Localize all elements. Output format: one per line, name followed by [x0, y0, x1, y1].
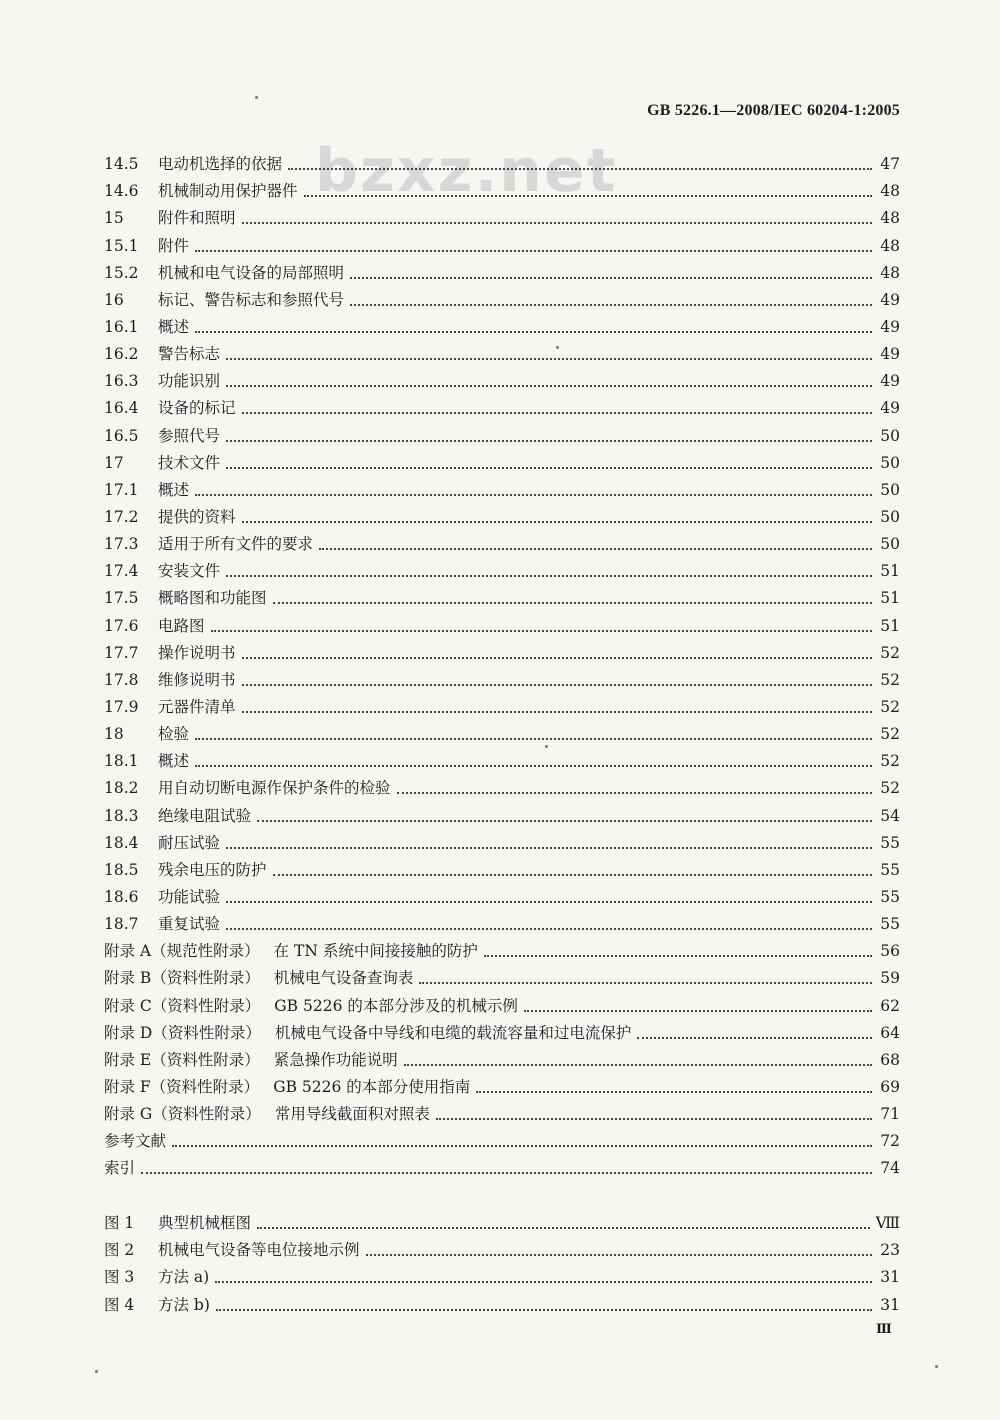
entry-number: 17.6 [104, 616, 139, 635]
dot-leader [226, 440, 872, 442]
entry-page-number: 71 [880, 1105, 900, 1124]
entry-title: 耐压试验 [158, 833, 221, 852]
dot-leader [216, 1309, 872, 1311]
dot-leader [257, 1227, 870, 1229]
dot-leader [226, 358, 872, 360]
entry-number: 17.5 [104, 589, 139, 608]
dot-leader [476, 1091, 872, 1093]
toc-entry[interactable] [104, 1097, 900, 1124]
dot-leader [195, 331, 872, 333]
entry-page-number: 48 [880, 182, 900, 201]
entry-number: 图 1 [104, 1214, 135, 1233]
entry-number: 16.2 [104, 345, 139, 364]
entry-number: 17.3 [104, 535, 139, 554]
dot-leader [141, 1172, 872, 1174]
toc-entry[interactable] [104, 527, 900, 554]
entry-title: 常用导线截面积对照表 [274, 1105, 430, 1124]
entry-number: 18.6 [104, 887, 139, 906]
toc-entry[interactable] [104, 663, 900, 690]
dot-leader [404, 1064, 872, 1066]
toc-entry[interactable] [104, 201, 900, 228]
entry-title: 用自动切断电源作保护条件的检验 [158, 779, 391, 798]
entry-page-number: 59 [880, 969, 900, 988]
toc-entry[interactable] [104, 934, 900, 961]
entry-title: 机械电气设备中导线和电缆的载流容量和过电流保护 [274, 1023, 632, 1042]
entry-page-number: 74 [880, 1159, 900, 1178]
entry-number: 附录 E（资料性附录） [104, 1050, 260, 1069]
dot-leader [226, 467, 872, 469]
entry-title: 在 TN 系统中间接接触的防护 [273, 942, 478, 961]
dot-leader [195, 250, 872, 252]
entry-number: 附录 C（资料性附录） [104, 996, 261, 1015]
entry-page-number: 48 [880, 263, 900, 282]
dot-leader [484, 955, 872, 957]
entry-number: 17.1 [104, 480, 139, 499]
toc-entry[interactable] [104, 1124, 900, 1151]
dot-leader [419, 982, 872, 984]
figure-entry[interactable] [104, 1233, 900, 1260]
list-of-figures [104, 1206, 900, 1315]
entry-number: 18.1 [104, 752, 139, 771]
entry-page-number: 48 [880, 209, 900, 228]
dot-leader [195, 738, 872, 740]
entry-number: 18 [104, 725, 124, 744]
toc-entry[interactable] [104, 1151, 900, 1178]
toc-entry[interactable] [104, 1043, 900, 1070]
entry-page-number: 55 [880, 887, 900, 906]
toc-entry[interactable] [104, 337, 900, 364]
entry-page-number: 69 [880, 1077, 900, 1096]
dot-leader [257, 820, 872, 822]
entry-page-number: 52 [880, 725, 900, 744]
entry-page-number: 49 [880, 290, 900, 309]
figure-entry[interactable] [104, 1260, 900, 1287]
entry-title: 检验 [158, 725, 190, 744]
entry-number: 图 2 [104, 1241, 135, 1260]
entry-title: 机械电气设备查询表 [273, 969, 414, 988]
entry-number: 16.4 [104, 399, 139, 418]
entry-page-number: 52 [880, 779, 900, 798]
entry-title: 参照代号 [158, 426, 221, 445]
entry-title: 方法 a) [158, 1268, 210, 1287]
entry-page-number: 55 [880, 915, 900, 934]
toc-entry[interactable] [104, 581, 900, 608]
entry-page-number: 50 [880, 507, 900, 526]
toc-entry[interactable] [104, 798, 900, 825]
entry-page-number: 51 [880, 589, 900, 608]
toc-entry[interactable] [104, 1070, 900, 1097]
entry-page-number: 31 [880, 1295, 900, 1314]
entry-page-number: 52 [880, 643, 900, 662]
entry-number: 17.2 [104, 507, 139, 526]
entry-number: 附录 D（资料性附录） [104, 1023, 261, 1042]
entry-page-number: 56 [880, 942, 900, 961]
entry-page-number: 49 [880, 399, 900, 418]
entry-title: 残余电压的防护 [158, 860, 267, 879]
toc-entry[interactable] [104, 147, 900, 174]
dot-leader [242, 684, 872, 686]
dot-leader [172, 1145, 872, 1147]
entry-title: 概述 [158, 752, 190, 771]
entry-number: 17.4 [104, 562, 139, 581]
toc-entry[interactable] [104, 826, 900, 853]
entry-number: 图 4 [104, 1295, 135, 1314]
scan-speck [935, 1365, 938, 1368]
entry-title: 机械和电气设备的局部照明 [158, 263, 345, 282]
entry-title: 附件 [158, 236, 190, 255]
entry-page-number: 31 [880, 1268, 900, 1287]
entry-number: 附录 A（规范性附录） [104, 942, 260, 961]
entry-title: 机械电气设备等电位接地示例 [158, 1241, 360, 1260]
entry-number: 18.4 [104, 833, 139, 852]
entry-page-number: 72 [880, 1132, 900, 1151]
toc-entry[interactable] [104, 880, 900, 907]
toc-entry[interactable] [104, 391, 900, 418]
entry-page-number: 52 [880, 670, 900, 689]
entry-page-number: 55 [880, 860, 900, 879]
entry-number: 17.8 [104, 670, 139, 689]
toc-entry[interactable] [104, 446, 900, 473]
entry-title: 典型机械框图 [158, 1214, 252, 1233]
toc-entry[interactable] [104, 283, 900, 310]
entry-number: 16.3 [104, 372, 139, 391]
toc-entry[interactable] [104, 364, 900, 391]
entry-number: 附录 F（资料性附录） [104, 1077, 260, 1096]
entry-page-number: 49 [880, 317, 900, 336]
entry-number: 附录 G（资料性附录） [104, 1105, 261, 1124]
entry-title: 技术文件 [158, 453, 221, 472]
scan-speck [556, 346, 559, 349]
entry-page-number: 51 [880, 562, 900, 581]
toc-entry[interactable] [104, 744, 900, 771]
toc-entry[interactable] [104, 473, 900, 500]
entry-page-number: 52 [880, 752, 900, 771]
figure-entry[interactable] [104, 1287, 900, 1314]
entry-number: 18.5 [104, 860, 139, 879]
scan-speck [95, 1370, 98, 1373]
entry-page-number: 23 [880, 1241, 900, 1260]
entry-page-number: Ⅷ [875, 1214, 900, 1233]
toc-entry[interactable] [104, 907, 900, 934]
scan-speck [545, 745, 548, 748]
entry-title: 重复试验 [158, 915, 221, 934]
entry-page-number: 68 [880, 1050, 900, 1069]
dot-leader [242, 412, 872, 414]
entry-page-number: 52 [880, 697, 900, 716]
standard-number-header: GB 5226.1—2008/IEC 60204-1:2005 [647, 102, 900, 119]
dot-leader [195, 494, 872, 496]
dot-leader [436, 1118, 872, 1120]
entry-title: 警告标志 [158, 345, 221, 364]
dot-leader [215, 1281, 872, 1283]
dot-leader [226, 928, 872, 930]
entry-title: 标记、警告标志和参照代号 [158, 290, 345, 309]
entry-number: 附录 B（资料性附录） [104, 969, 260, 988]
entry-title: 元器件清单 [158, 697, 236, 716]
dot-leader [273, 874, 872, 876]
dot-leader [637, 1037, 872, 1039]
entry-number: 图 3 [104, 1268, 135, 1287]
dot-leader [242, 222, 872, 224]
entry-title: 索引 [104, 1159, 136, 1178]
entry-page-number: 50 [880, 426, 900, 445]
entry-number: 16 [104, 290, 124, 309]
entry-number: 15.2 [104, 263, 139, 282]
entry-title: 概述 [158, 317, 190, 336]
entry-number: 17.7 [104, 643, 139, 662]
entry-number: 16.5 [104, 426, 139, 445]
entry-page-number: 50 [880, 453, 900, 472]
entry-title: 功能识别 [158, 372, 221, 391]
entry-number: 17.9 [104, 697, 139, 716]
dot-leader [524, 1010, 872, 1012]
toc-entry[interactable] [104, 608, 900, 635]
scan-speck [255, 96, 258, 99]
entry-page-number: 51 [880, 616, 900, 635]
entry-title: 电动机选择的依据 [158, 155, 283, 174]
entry-title: 概略图和功能图 [158, 589, 267, 608]
dot-leader [242, 521, 872, 523]
entry-title: 操作说明书 [158, 643, 236, 662]
entry-number: 18.2 [104, 779, 139, 798]
entry-title: 附件和照明 [158, 209, 236, 228]
dot-leader [366, 1254, 872, 1256]
dot-leader [242, 657, 872, 659]
toc-entry[interactable] [104, 961, 900, 988]
entry-title: 安装文件 [158, 562, 221, 581]
entry-number: 14.6 [104, 182, 139, 201]
toc-entry[interactable] [104, 418, 900, 445]
entry-page-number: 62 [880, 996, 900, 1015]
table-of-contents [104, 147, 900, 1178]
toc-entry[interactable] [104, 228, 900, 255]
entry-number: 16.1 [104, 317, 139, 336]
entry-page-number: 55 [880, 833, 900, 852]
dot-leader [242, 711, 872, 713]
entry-title: 提供的资料 [158, 507, 236, 526]
dot-leader [195, 765, 872, 767]
entry-page-number: 47 [880, 155, 900, 174]
dot-leader [319, 548, 872, 550]
dot-leader [350, 277, 872, 279]
toc-entry[interactable] [104, 174, 900, 201]
dot-leader [226, 575, 872, 577]
dot-leader [397, 792, 872, 794]
entry-page-number: 49 [880, 345, 900, 364]
toc-entry[interactable] [104, 771, 900, 798]
entry-number: 18.7 [104, 915, 139, 934]
entry-page-number: 50 [880, 535, 900, 554]
entry-title: 设备的标记 [158, 399, 236, 418]
entry-number: 17 [104, 453, 124, 472]
entry-title: 功能试验 [158, 887, 221, 906]
entry-title: 紧急操作功能说明 [273, 1050, 398, 1069]
watermark: bzxz.net [315, 136, 618, 206]
entry-title: GB 5226 的本部分涉及的机械示例 [274, 996, 518, 1015]
entry-page-number: 48 [880, 236, 900, 255]
toc-entry[interactable] [104, 500, 900, 527]
toc-entry[interactable] [104, 256, 900, 283]
entry-number: 14.5 [104, 155, 139, 174]
entry-number: 15.1 [104, 236, 139, 255]
entry-number: 18.3 [104, 806, 139, 825]
toc-entry[interactable] [104, 554, 900, 581]
entry-title: 适用于所有文件的要求 [158, 535, 314, 554]
toc-entry[interactable] [104, 717, 900, 744]
dot-leader [226, 385, 872, 387]
entry-title: 维修说明书 [158, 670, 236, 689]
toc-entry[interactable] [104, 310, 900, 337]
entry-title: 参考文献 [104, 1132, 167, 1151]
toc-entry[interactable] [104, 853, 900, 880]
entry-title: 方法 b) [158, 1295, 210, 1314]
toc-entry[interactable] [104, 988, 900, 1015]
entry-title: 概述 [158, 480, 190, 499]
entry-title: 电路图 [158, 616, 205, 635]
toc-entry[interactable] [104, 1016, 900, 1043]
entry-title: 机械制动用保护器件 [158, 182, 298, 201]
dot-leader [304, 195, 872, 197]
figure-entry[interactable] [104, 1206, 900, 1233]
dot-leader [226, 901, 872, 903]
toc-entry[interactable] [104, 636, 900, 663]
dot-leader [350, 304, 872, 306]
entry-page-number: 50 [880, 480, 900, 499]
entry-page-number: 54 [880, 806, 900, 825]
page-number: Ⅲ [876, 1322, 892, 1337]
dot-leader [273, 602, 872, 604]
entry-title: GB 5226 的本部分使用指南 [273, 1077, 471, 1096]
entry-number: 15 [104, 209, 124, 228]
entry-page-number: 49 [880, 372, 900, 391]
entry-title: 绝缘电阻试验 [158, 806, 252, 825]
entry-page-number: 64 [880, 1023, 900, 1042]
toc-entry[interactable] [104, 690, 900, 717]
dot-leader [211, 630, 872, 632]
dot-leader [226, 847, 872, 849]
dot-leader [288, 168, 872, 170]
